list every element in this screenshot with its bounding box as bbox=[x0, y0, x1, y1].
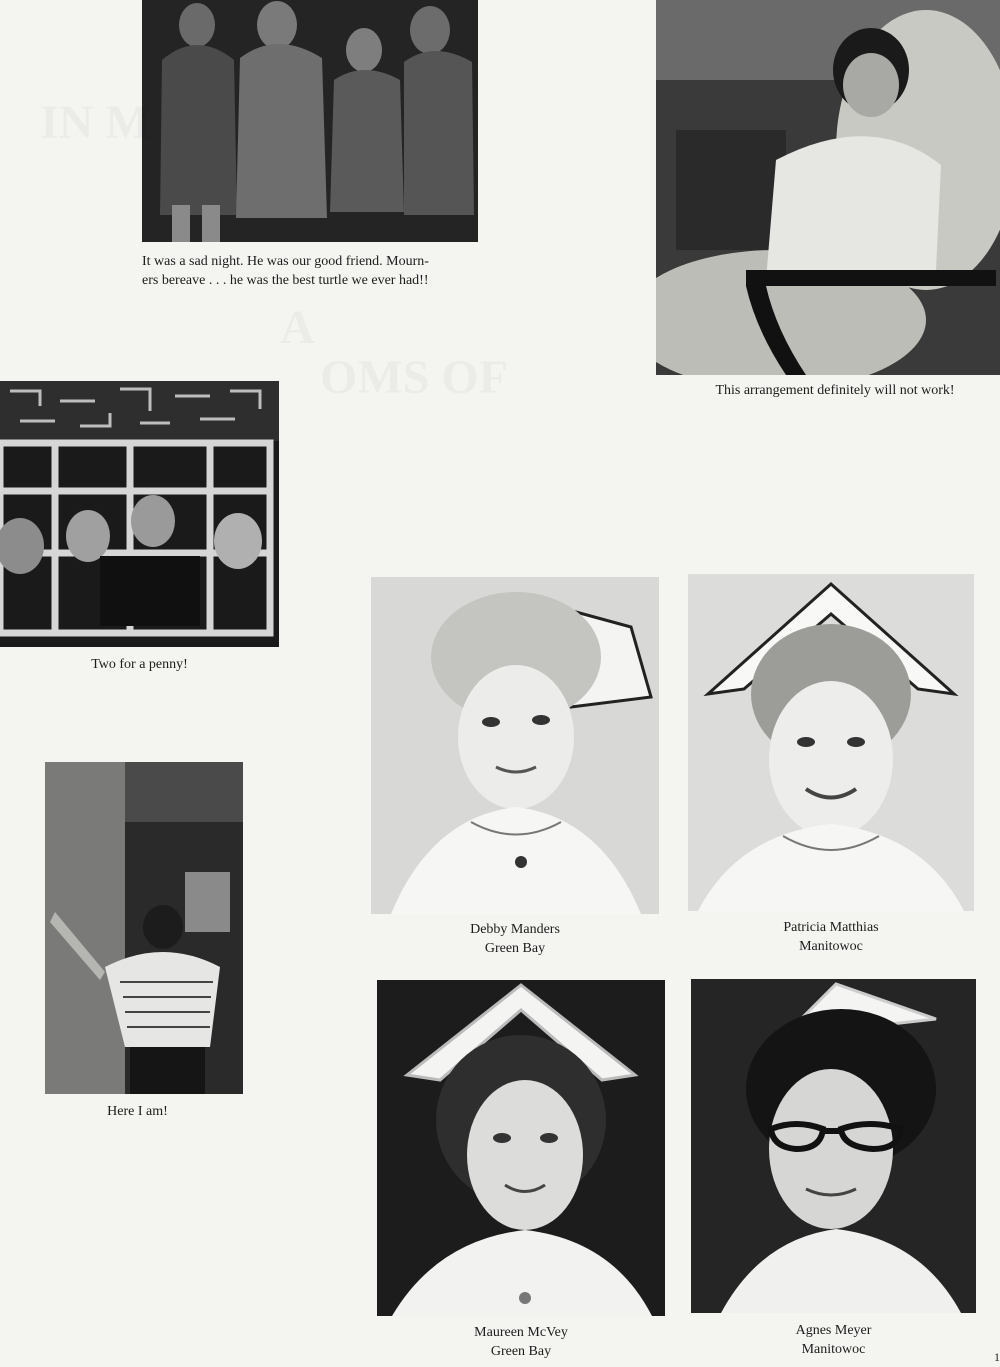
penny-caption-text: Two for a penny! bbox=[91, 657, 188, 672]
portrait-town: Green Bay bbox=[490, 1344, 552, 1359]
penny-photo bbox=[0, 381, 279, 647]
mourners-caption-line-2: ers bereave . . . he was the best turtle we ever had!! bbox=[142, 273, 429, 288]
page-number: 1 bbox=[994, 1350, 1000, 1364]
portrait-name: Agnes Meyer bbox=[795, 1323, 872, 1338]
portrait-caption bbox=[377, 1323, 665, 1361]
penny-caption bbox=[0, 655, 279, 674]
portrait-town: Manitowoc bbox=[801, 1342, 866, 1357]
portrait-photo bbox=[688, 574, 974, 911]
portrait-photo bbox=[377, 980, 665, 1316]
portrait-caption bbox=[691, 1321, 976, 1359]
arrangement-photo bbox=[656, 0, 1000, 375]
portrait-town: Manitowoc bbox=[799, 939, 863, 954]
portrait-caption bbox=[688, 918, 974, 956]
here-caption-text: Here I am! bbox=[107, 1104, 168, 1119]
mourners-photo bbox=[142, 0, 478, 242]
arrangement-caption bbox=[680, 381, 990, 400]
portrait-caption bbox=[371, 920, 659, 958]
arrangement-caption-text: This arrangement definitely will not work! bbox=[715, 383, 955, 398]
here-caption bbox=[45, 1102, 230, 1121]
mourners-caption bbox=[142, 252, 487, 290]
here-photo bbox=[45, 762, 243, 1094]
portrait-name: Maureen McVey bbox=[474, 1325, 568, 1340]
portrait-name: Debby Manders bbox=[470, 922, 560, 937]
portrait-photo bbox=[691, 979, 976, 1313]
portrait-town: Green Bay bbox=[484, 941, 546, 956]
portrait-photo bbox=[371, 577, 659, 914]
mourners-caption-line-1: It was a sad night. He was our good friend. Mourn- bbox=[142, 254, 429, 269]
portrait-name: Patricia Matthias bbox=[783, 920, 879, 935]
